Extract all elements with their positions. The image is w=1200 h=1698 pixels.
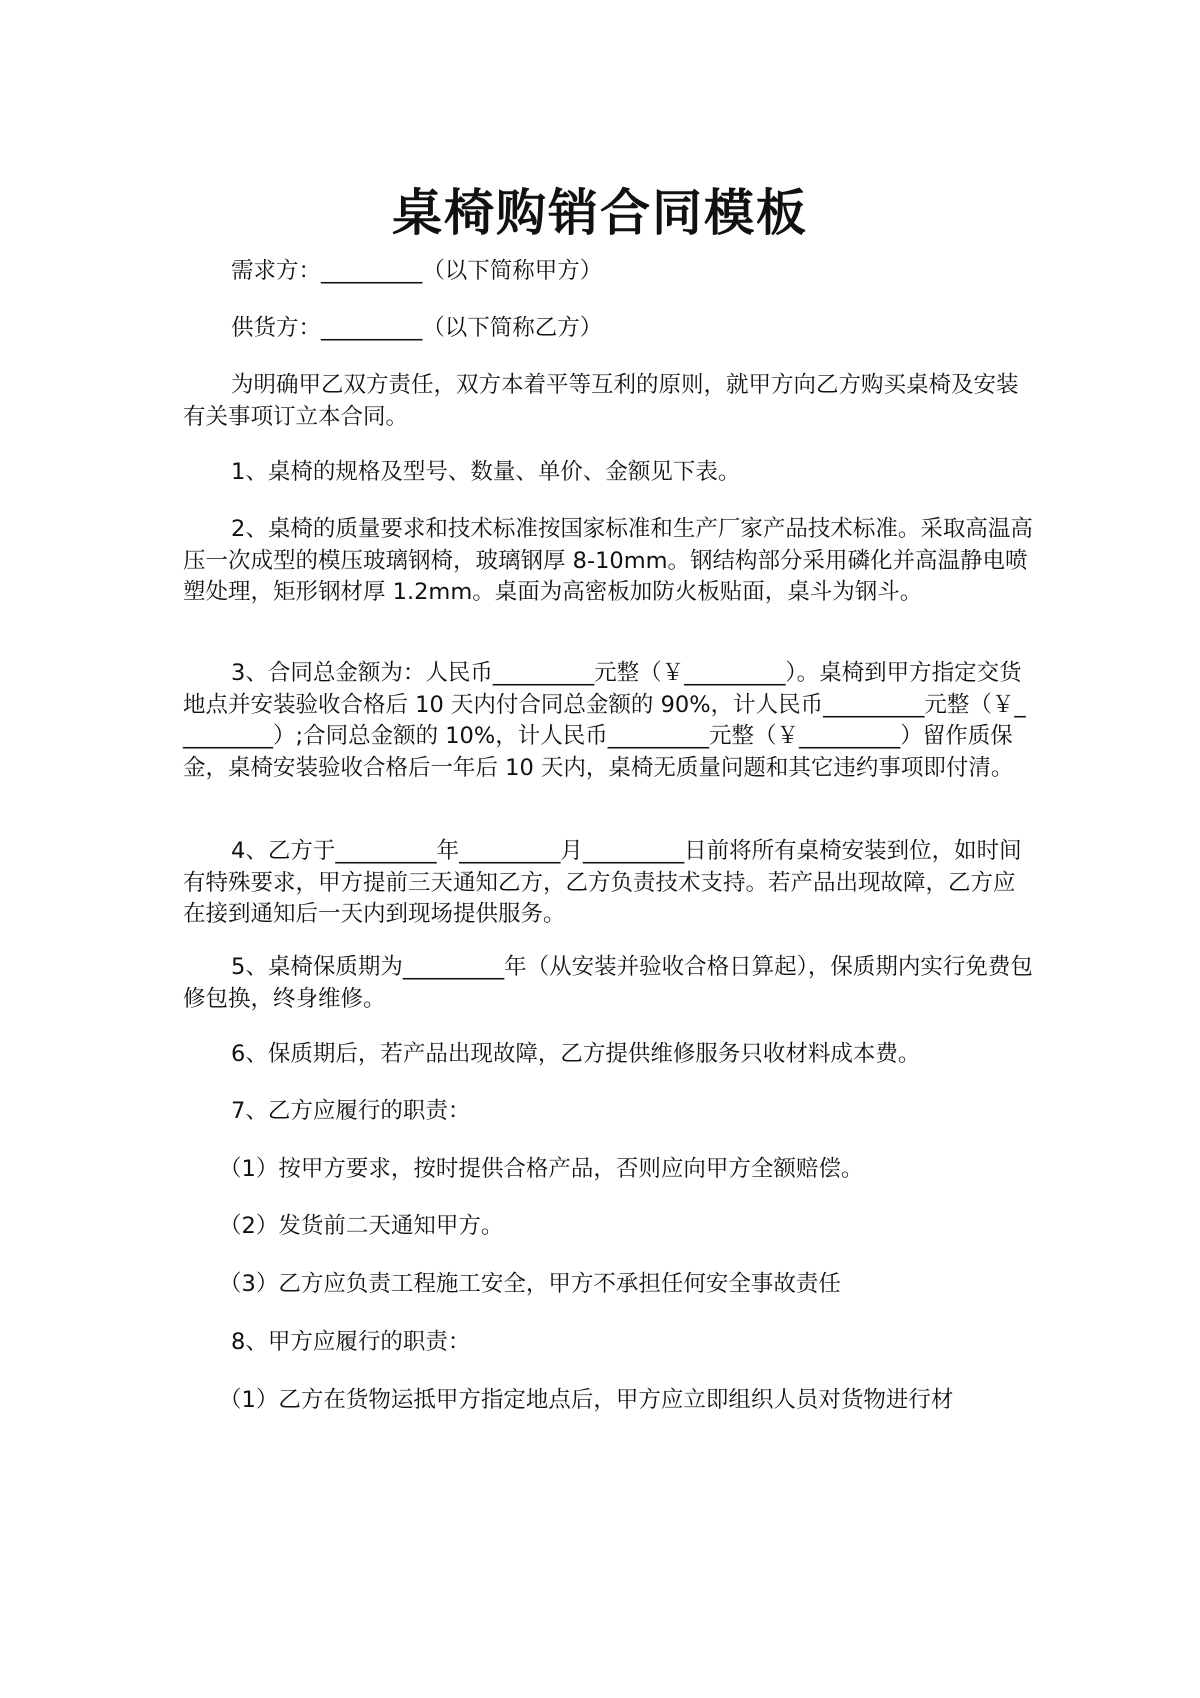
document-title: 桌椅购销合同模板 <box>392 184 808 242</box>
supply-party-line: 供货方：_________（以下简称乙方） <box>231 315 603 341</box>
demand-party-line: 需求方：_________（以下简称甲方） <box>231 258 603 284</box>
clause-3: 3、合同总金额为：人民币_________元整（￥_________）。桌椅到甲方指定交货地点并安装验收合格后 10 天内付合同总金额的 90%，计人民币_________元整（￥_________）;合同总金额的 10%，计人民币_________元整（￥_________）留作质保金，桌椅安装验收合格后一年后 10 天内，桌椅无质量问题和其它违约事项即付清。 <box>183 660 1026 781</box>
clause-8-item-1: （1）乙方在货物运抵甲方指定地点后，甲方应立即组织人员对货物进行材 <box>219 1387 954 1413</box>
clause-7-item-3: （3）乙方应负责工程施工安全，甲方不承担任何安全事故责任 <box>219 1271 841 1297</box>
clause-8-heading: 8、甲方应履行的职责： <box>231 1329 471 1355</box>
clause-2: 2、桌椅的质量要求和技术标准按国家标准和生产厂家产品技术标准。采取高温高压一次成型的模压玻璃钢椅，玻璃钢厚 8-10mm。钢结构部分采用磷化并高温静电喷塑处理，矩形钢材厚 1.2mm。桌面为高密板加防火板贴面，桌斗为钢斗。 <box>183 516 1033 605</box>
clause-5: 5、桌椅保质期为_________年（从安装并验收合格日算起），保质期内实行免费包修包换，终身维修。 <box>183 954 1033 1012</box>
clause-4: 4、乙方于_________年_________月_________日前将所有桌椅安装到位，如时间有特殊要求，甲方提前三天通知乙方，乙方负责技术支持。若产品出现故障，乙方应在接到通知后一天内到现场提供服务。 <box>183 838 1022 927</box>
clause-7-item-2: （2）发货前二天通知甲方。 <box>219 1213 504 1239</box>
clause-7-item-1: （1）按甲方要求，按时提供合格产品，否则应向甲方全额赔偿。 <box>219 1156 864 1182</box>
clause-6: 6、保质期后，若产品出现故障，乙方提供维修服务只收材料成本费。 <box>231 1041 921 1067</box>
clause-1: 1、桌椅的规格及型号、数量、单价、金额见下表。 <box>231 459 741 485</box>
clause-7-heading: 7、乙方应履行的职责： <box>231 1098 471 1124</box>
preamble-paragraph: 为明确甲乙双方责任，双方本着平等互利的原则，就甲方向乙方购买桌椅及安装有关事项订立本合同。 <box>183 372 1019 430</box>
